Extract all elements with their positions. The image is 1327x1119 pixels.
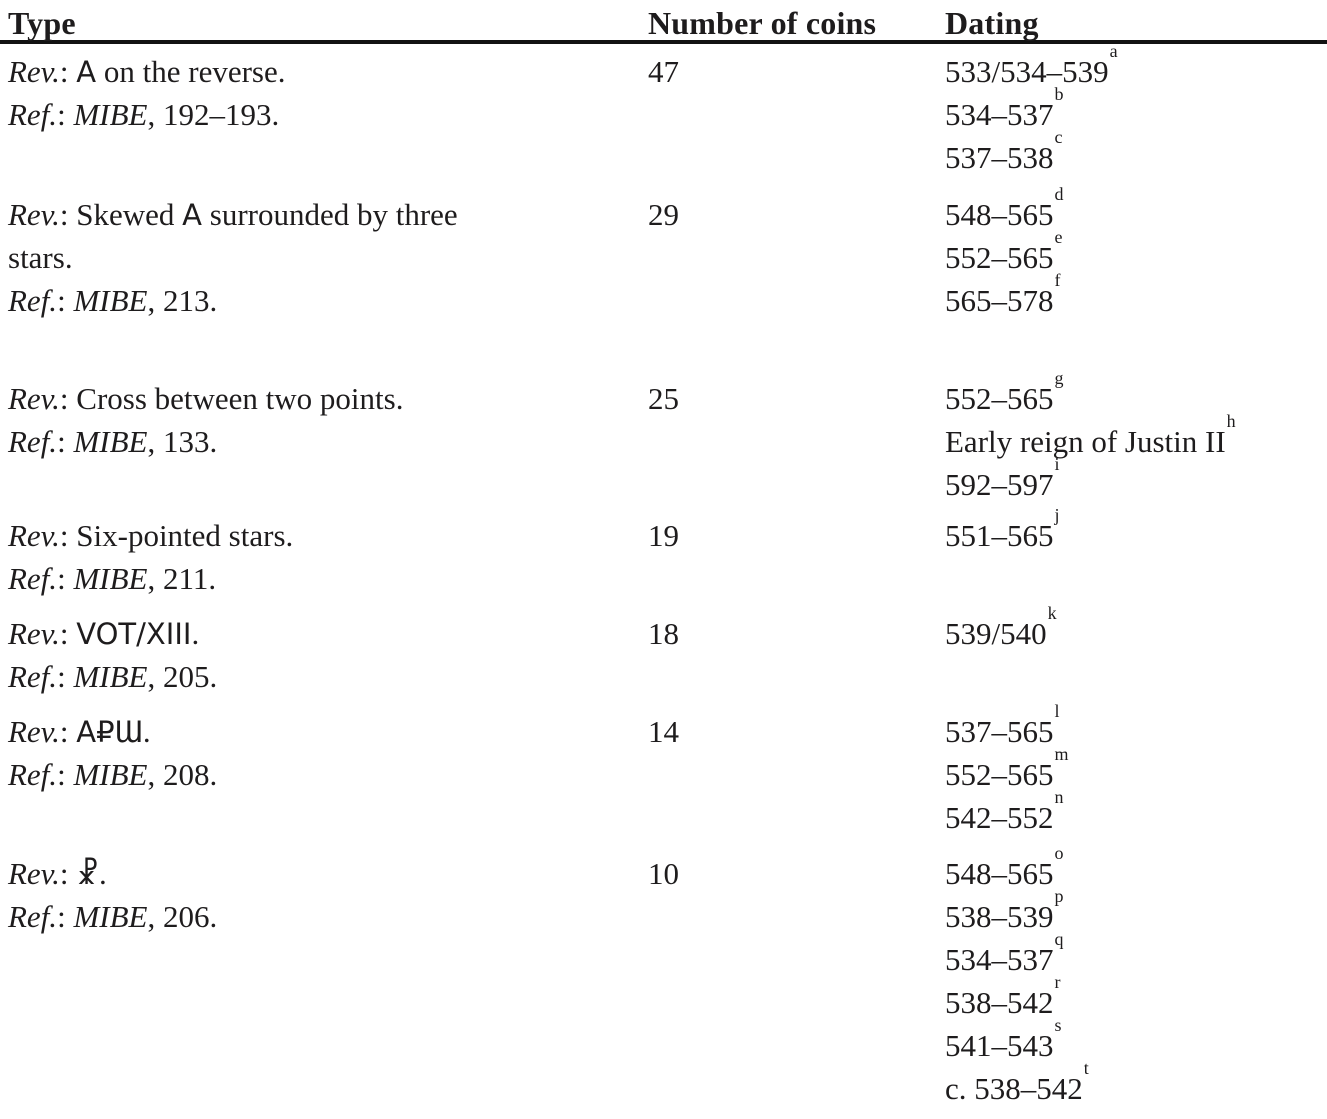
text-segment: : [57, 283, 74, 318]
text-segment: A₽Ɯ [76, 715, 143, 749]
type-line [8, 852, 648, 895]
dating-line [945, 367, 1327, 420]
type-line [8, 279, 648, 322]
text-segment: Ref. [8, 424, 58, 459]
text-segment: MIBE [73, 283, 148, 318]
type-line [8, 420, 648, 463]
text-segment: , 211. [147, 561, 217, 596]
count-value: 14 [648, 714, 679, 749]
column-header-dating: Dating [945, 5, 1039, 41]
text-segment: Ref. [8, 659, 58, 694]
text-segment: : [57, 659, 74, 694]
text-segment: : [59, 54, 77, 89]
count-cell [648, 710, 945, 839]
dating-range: 552–565 [945, 240, 1054, 275]
text-segment: MIBE [73, 97, 148, 132]
footnote-marker: t [1083, 1057, 1089, 1078]
type-cell [8, 193, 648, 322]
type-cell [8, 852, 648, 1110]
footnote-marker: r [1054, 971, 1061, 992]
text-segment: : [57, 757, 74, 792]
type-line [8, 514, 648, 557]
text-segment: surrounded by three [202, 197, 458, 232]
count-cell [648, 193, 945, 322]
text-segment: : Six-pointed stars. [59, 518, 294, 553]
dating-line [945, 83, 1327, 136]
text-segment: : [57, 899, 74, 934]
dating-line [945, 453, 1327, 506]
dating-range: 537–538 [945, 140, 1054, 175]
text-segment: Rev. [8, 856, 60, 891]
dating-range: Early reign of Justin II [945, 424, 1226, 459]
dating-cell [945, 183, 1327, 322]
dating-range: 541–543 [945, 1028, 1054, 1063]
table-row [0, 842, 1327, 1110]
text-segment: , 133. [147, 424, 218, 459]
text-segment: : Skewed [59, 197, 183, 232]
dating-range: 552–565 [945, 757, 1054, 792]
type-cell [8, 612, 648, 698]
footnote-marker: d [1054, 183, 1064, 204]
dating-range: 542–552 [945, 800, 1054, 835]
footnote-marker: e [1054, 226, 1063, 247]
dating-line [945, 971, 1327, 1024]
footnote-marker: f [1054, 269, 1061, 290]
dating-range: 565–578 [945, 283, 1054, 318]
dating-cell [945, 367, 1327, 506]
count-cell [648, 852, 945, 1110]
dating-line [945, 40, 1327, 93]
text-segment: . [142, 714, 151, 749]
footnote-marker: h [1226, 410, 1236, 431]
count-cell [648, 377, 945, 506]
footnote-marker: l [1054, 700, 1060, 721]
dating-line [945, 269, 1327, 322]
text-segment: : [59, 856, 77, 891]
dating-range: 534–537 [945, 942, 1054, 977]
footnote-marker: g [1054, 367, 1064, 388]
text-segment: . [191, 616, 200, 651]
footnote-marker: k [1047, 602, 1057, 623]
count-value: 19 [648, 518, 679, 553]
dating-range: 548–565 [945, 197, 1054, 232]
text-segment: , 206. [147, 899, 218, 934]
dating-line [945, 183, 1327, 236]
footnote-marker: b [1054, 83, 1064, 104]
type-line [8, 93, 648, 136]
dating-range: 538–539 [945, 899, 1054, 934]
text-segment: : [57, 424, 74, 459]
type-line [8, 753, 648, 796]
text-segment: Rev. [8, 616, 60, 651]
dating-range: 539/540 [945, 616, 1047, 651]
text-segment: Ref. [8, 561, 58, 596]
table-row [0, 367, 1327, 506]
dating-line [945, 700, 1327, 753]
type-cell [8, 514, 648, 600]
footnote-marker: a [1109, 40, 1118, 61]
text-segment: Rev. [8, 54, 60, 89]
table-row [0, 700, 1327, 839]
dating-cell [945, 504, 1327, 600]
footnote-marker: m [1054, 743, 1069, 764]
dating-range: 548–565 [945, 856, 1054, 891]
text-segment: , 205. [147, 659, 218, 694]
footnote-marker: q [1054, 928, 1064, 949]
table-row [0, 40, 1327, 179]
dating-line [945, 743, 1327, 796]
count-value: 10 [648, 856, 679, 891]
count-cell [648, 612, 945, 698]
type-cell [8, 50, 648, 179]
table-row [0, 183, 1327, 322]
dating-line [945, 885, 1327, 938]
type-line [8, 236, 648, 279]
dating-range: 534–537 [945, 97, 1054, 132]
text-segment: . [99, 856, 107, 891]
type-line [8, 895, 648, 938]
text-segment: : Cross between two points. [59, 381, 404, 416]
text-segment: , 208. [147, 757, 218, 792]
dating-line [945, 842, 1327, 895]
text-segment: : [57, 97, 74, 132]
type-line [8, 557, 648, 600]
text-segment: MIBE [73, 899, 148, 934]
column-header-type: Type [8, 5, 76, 41]
text-segment: A [182, 198, 203, 232]
type-line [8, 193, 648, 236]
footnote-marker: i [1054, 453, 1060, 474]
table-row [0, 504, 1327, 600]
count-value: 25 [648, 381, 679, 416]
dating-cell [945, 602, 1327, 698]
text-segment: MIBE [73, 757, 148, 792]
dating-line [945, 126, 1327, 179]
text-segment: Ref. [8, 757, 58, 792]
text-segment: , 213. [147, 283, 218, 318]
text-segment: Rev. [8, 518, 60, 553]
text-segment: : [59, 616, 77, 651]
type-line [8, 710, 648, 753]
dating-range: 533/534–539 [945, 54, 1109, 89]
dating-range: 537–565 [945, 714, 1054, 749]
type-line [8, 377, 648, 420]
dating-cell [945, 700, 1327, 839]
dating-line [945, 786, 1327, 839]
table-body [0, 40, 1327, 1110]
dating-range: 551–565 [945, 518, 1054, 553]
text-segment: : [59, 714, 77, 749]
footnote-marker: o [1054, 842, 1064, 863]
text-segment: Rev. [8, 381, 60, 416]
text-segment: ☧ [76, 857, 100, 891]
text-segment: Ref. [8, 283, 58, 318]
dating-line [945, 504, 1327, 557]
dating-line [945, 1014, 1327, 1067]
dating-cell [945, 842, 1327, 1110]
dating-line [945, 410, 1327, 463]
footnote-marker: n [1054, 786, 1064, 807]
text-segment: Rev. [8, 714, 60, 749]
type-line [8, 50, 648, 93]
text-segment: Rev. [8, 197, 60, 232]
count-value: 18 [648, 616, 679, 651]
type-line [8, 655, 648, 698]
count-value: 47 [648, 54, 679, 89]
text-segment: VOT/XIII [76, 617, 192, 651]
footnote-marker: p [1054, 885, 1064, 906]
text-segment: on the reverse. [96, 54, 286, 89]
footnote-marker: c [1054, 126, 1063, 147]
dating-cell [945, 40, 1327, 179]
text-segment: , 192–193. [147, 97, 280, 132]
dating-line [945, 602, 1327, 655]
column-header-number-of-coins: Number of coins [648, 5, 877, 41]
table-row [0, 602, 1327, 698]
dating-range: c. 538–542 [945, 1071, 1083, 1106]
count-cell [648, 514, 945, 600]
footnote-marker: s [1054, 1014, 1062, 1035]
footnote-marker: j [1054, 504, 1060, 525]
text-segment: Ref. [8, 97, 58, 132]
text-segment: MIBE [73, 424, 148, 459]
count-value: 29 [648, 197, 679, 232]
dating-line [945, 1057, 1327, 1110]
type-cell [8, 377, 648, 506]
type-line [8, 612, 648, 655]
text-segment: stars. [8, 240, 73, 275]
text-segment: A [76, 55, 97, 89]
dating-line [945, 928, 1327, 981]
text-segment: MIBE [73, 561, 148, 596]
dating-line [945, 226, 1327, 279]
text-segment: MIBE [73, 659, 148, 694]
type-cell [8, 710, 648, 839]
dating-range: 592–597 [945, 467, 1054, 502]
count-cell [648, 50, 945, 179]
dating-range: 538–542 [945, 985, 1054, 1020]
dating-range: 552–565 [945, 381, 1054, 416]
text-segment: : [57, 561, 74, 596]
table-header-row [0, 0, 1327, 40]
text-segment: Ref. [8, 899, 58, 934]
